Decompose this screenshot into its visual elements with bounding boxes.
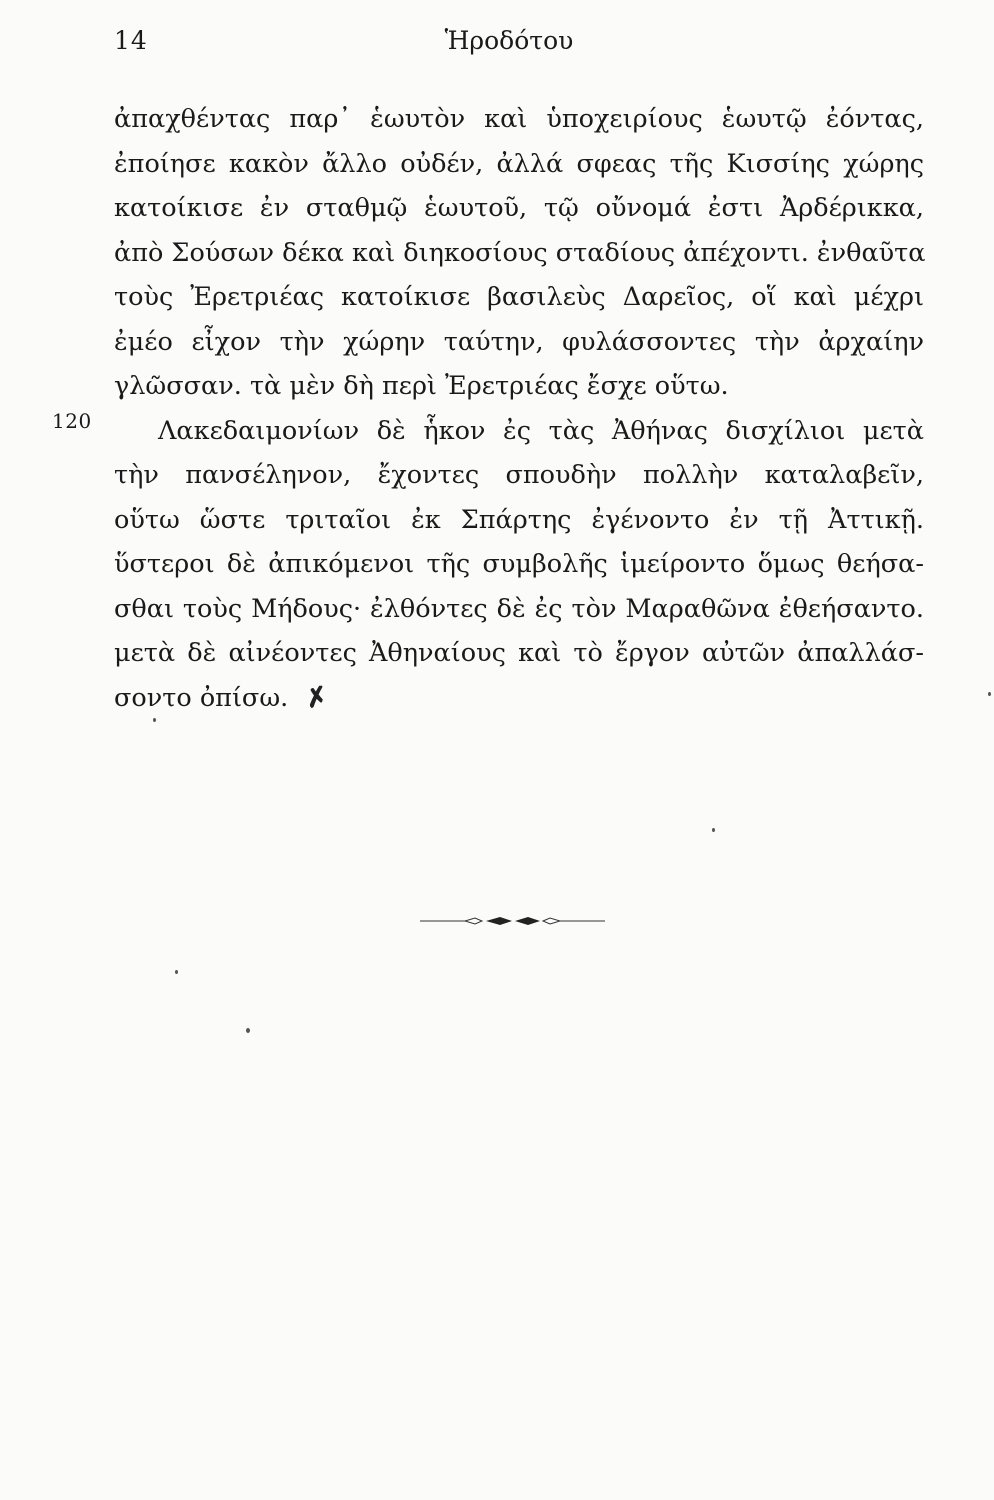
- text-line: γλῶσσαν. τὰ μὲν δὴ περὶ Ἐρετριέας ἔσχε οὕτω.: [114, 371, 729, 401]
- section-start: [52, 408, 924, 454]
- text-line: ὕστεροι δὲ ἀπικόμενοι τῆς συμβολῆς ἱμείροντο ὅμως θεήσα-: [114, 549, 924, 579]
- paper-speck: [988, 692, 991, 696]
- final-line: [114, 676, 924, 721]
- paper-speck: [153, 718, 156, 722]
- text-line: κατοίκισε ἐν σταθμῷ ἑωυτοῦ, τῷ οὔνομά ἐστι Ἀρδέρικκα,: [114, 193, 924, 223]
- handwritten-mark-icon: ✗: [303, 680, 331, 715]
- text-line: ἀπαχθέντας παρ᾽ ἑωυτὸν καὶ ὑποχειρίους ἑωυτῷ ἐόντας,: [114, 104, 924, 134]
- text-line: μετὰ δὲ αἰνέοντες Ἀθηναίους καὶ τὸ ἔργον αὐτῶν ἀπαλλάσ-: [114, 638, 924, 668]
- paper-speck: [246, 1028, 250, 1033]
- text-line: τοὺς Ἐρετριέας κατοίκισε βασιλεὺς Δαρεῖος, οἵ καὶ μέχρι: [114, 282, 924, 312]
- page-header: [114, 26, 914, 66]
- text-line: οὕτω ὥστε τριταῖοι ἐκ Σπάρτης ἐγένοντο ἐν τῇ Ἀττικῇ.: [114, 504, 924, 535]
- ornament-divider: [420, 910, 605, 932]
- text-line: τὴν πανσέληνον, ἔχοντες σπουδὴν πολλὴν καταλαβεῖν,: [114, 460, 924, 490]
- text-line: ἐμέο εἶχον τὴν χώρην ταύτην, φυλάσσοντες τὴν ἀρχαίην: [114, 326, 924, 357]
- section-number: 120: [52, 408, 92, 433]
- paper-speck: [712, 828, 715, 832]
- paper-speck: [175, 970, 178, 974]
- text-line: Λακεδαιμονίων δὲ ἧκον ἐς τὰς Ἀθήνας δισχίλιοι μετὰ: [158, 415, 924, 446]
- text-line: σοντο ὀπίσω.: [114, 682, 289, 713]
- text-line: ἀπὸ Σούσων δέκα καὶ διηκοσίους σταδίους ἀπέχοντι. ἐνθαῦτα: [114, 237, 926, 268]
- text-block: [52, 97, 926, 720]
- page-number: 14: [114, 26, 148, 55]
- text-line: σθαι τοὺς Μήδους· ἐλθόντες δὲ ἐς τὸν Μαραθῶνα ἐθεήσαντο.: [114, 593, 924, 624]
- text-line: ἐποίησε κακὸν ἄλλο οὐδέν, ἀλλά σφεας τῆς Κισσίης χώρης: [114, 148, 924, 179]
- running-head: Ἡροδότου: [444, 26, 574, 55]
